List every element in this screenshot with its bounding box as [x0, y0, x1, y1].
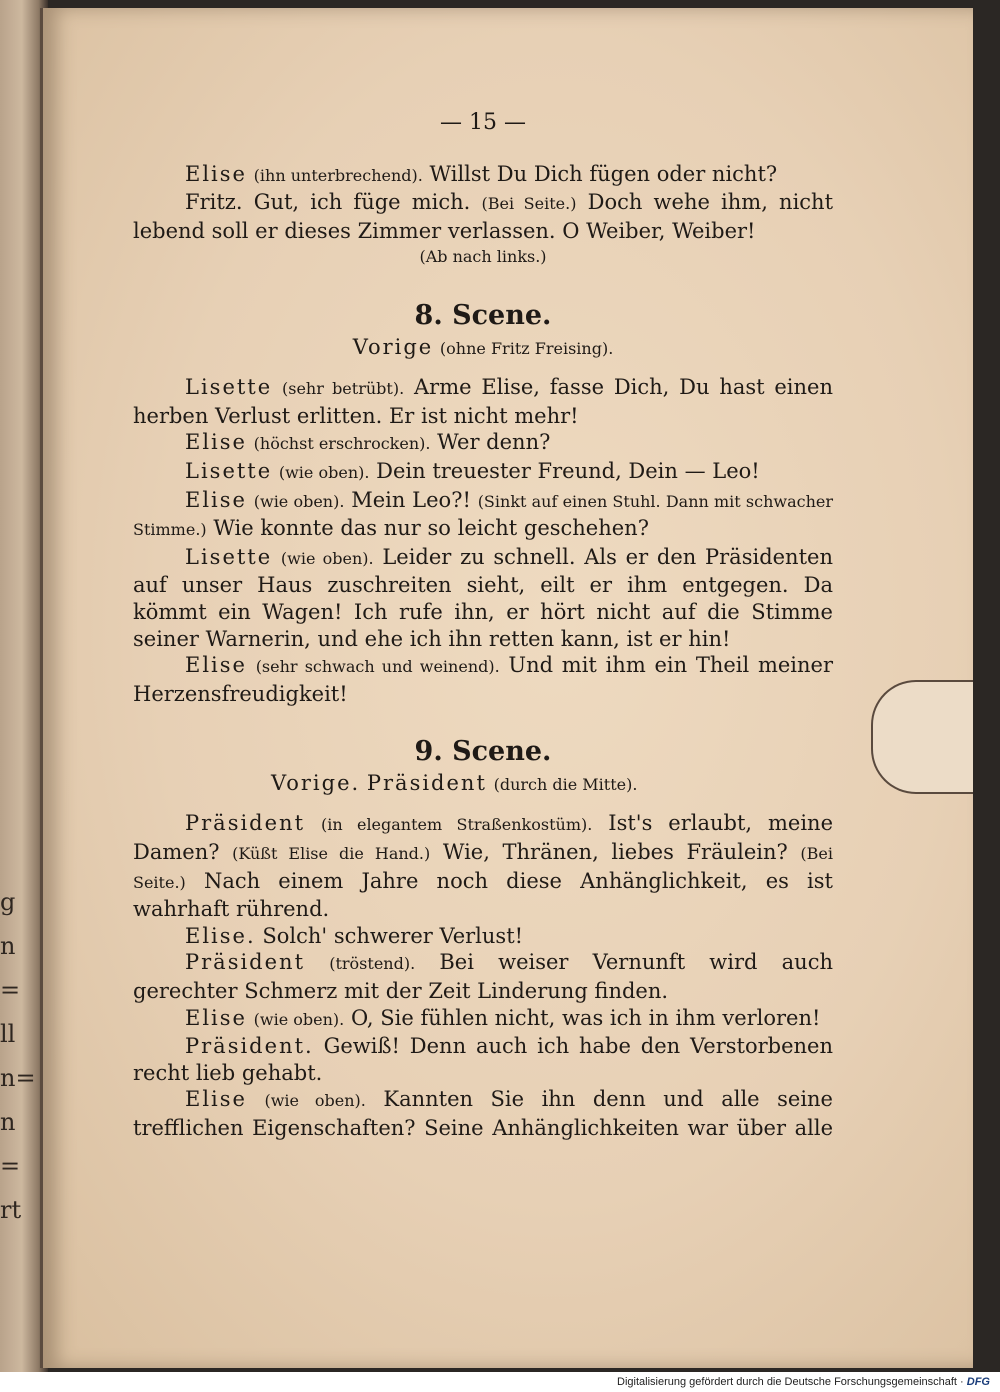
stage-direction: (wie oben).	[280, 548, 374, 568]
stage-direction: (Sinkt auf einen Stuhl. Dann mit schwacher Stimme.)	[133, 491, 833, 540]
speaker: Elise	[185, 430, 247, 455]
stage-direction: (höchst erschrocken).	[253, 434, 431, 454]
stage-direction: (sehr schwach und weinend).	[255, 657, 500, 677]
margin-fragment: =	[0, 1152, 21, 1180]
stage-direction: (ohne Fritz Freising).	[439, 338, 614, 358]
cast-label: Vorige.	[271, 770, 361, 795]
previous-page-fragments	[0, 880, 36, 1232]
footer-credit: Digitalisierung gefördert durch die Deutsche Forschungsgemeinschaft ·	[617, 1376, 964, 1388]
speaker: Präsident.	[185, 1034, 314, 1059]
cast-label: Präsident	[366, 770, 487, 795]
dialogue-line	[133, 1005, 833, 1034]
dialogue-line	[133, 949, 833, 1004]
stage-direction: (in elegantem Straßenkostüm).	[320, 815, 593, 835]
cast-label: Vorige	[352, 334, 434, 359]
stage-direction: (wie oben).	[253, 1009, 345, 1029]
spoken-text: Bei weiser Vernunft wird auch gerechter Schmerz mit der Zeit Linderung finden.	[133, 950, 833, 1004]
dialogue-line	[133, 652, 833, 707]
dialogue-line	[133, 544, 833, 652]
dialogue-line	[133, 429, 833, 458]
stage-direction: (wie oben).	[278, 462, 370, 482]
spoken-text: Arme Elise, fasse Dich, Du hast einen herben Verlust erlitten. Er ist nicht mehr!	[133, 375, 833, 428]
scene-cast	[133, 334, 833, 363]
spoken-text: Und mit ihm ein Theil meiner Herzensfreudigkeit!	[133, 653, 833, 706]
stage-direction: (ihn unterbrechend).	[253, 165, 423, 185]
spoken-text: Ist's erlaubt, meine Damen?	[133, 811, 833, 865]
stage-direction: (durch die Mitte).	[493, 774, 638, 794]
spoken-text: Kannten Sie ihn denn und alle seine trefflichen Eigenschaften? Seine Anhänglichkeiten war über alle	[133, 1087, 833, 1140]
speaker: Fritz.	[185, 190, 243, 215]
margin-fragment: rt	[0, 1196, 22, 1224]
speaker: Präsident	[185, 811, 306, 836]
page-number: — 15 —	[440, 110, 526, 135]
scene-heading: 9. Scene.	[414, 736, 552, 768]
spoken-text: Willst Du Dich fügen oder nicht?	[429, 161, 778, 186]
speaker: Elise	[185, 1005, 247, 1030]
dialogue-line	[133, 487, 833, 544]
spoken-text: Nach einem Jahre noch diese Anhänglichkeit, es ist wahrhaft rührend.	[133, 868, 833, 922]
stage-direction: (wie oben).	[253, 491, 345, 511]
page-text	[133, 110, 833, 1142]
speaker: Elise.	[185, 923, 256, 948]
spoken-text: Wie, Thränen, liebes Fräulein?	[442, 840, 788, 865]
speaker: Präsident	[185, 950, 306, 975]
stage-direction: (sehr betrübt).	[281, 379, 405, 399]
spoken-text: Doch wehe ihm, nicht lebend soll er dieses Zimmer verlassen. O Weiber, Weiber!	[133, 190, 834, 243]
spoken-text: Mein Leo?!	[351, 487, 471, 512]
dialogue-line	[133, 1086, 833, 1141]
speaker: Elise	[185, 161, 247, 186]
spoken-text: Wer denn?	[437, 430, 551, 455]
speaker: Elise	[185, 1087, 247, 1112]
stage-direction-exit: (Ab nach links.)	[419, 247, 547, 267]
margin-fragment: n=	[0, 1064, 36, 1092]
spoken-text: Gewiß! Denn auch ich habe den Verstorbenen recht lieb gehabt.	[133, 1034, 833, 1085]
speaker: Lisette	[185, 458, 273, 483]
spoken-text: Leider zu schnell. Als er den Präsidenten auf unser Haus zuschreiten sieht, eilt er ihm entgegen. Da kömmt ein Wagen! Ich rufe ihn, er hört nicht auf die Stimme seiner Warnerin, und ehe ich ihn retten kann, ist er hin!	[133, 544, 833, 651]
dialogue-line	[133, 189, 833, 244]
margin-fragment: g	[0, 888, 16, 916]
scene-heading: 8. Scene.	[414, 299, 552, 331]
stage-direction: (tröstend).	[329, 954, 416, 974]
dialogue-line	[133, 374, 833, 429]
speaker: Lisette	[185, 544, 273, 569]
dialogue-line	[133, 161, 833, 190]
speaker: Lisette	[185, 375, 273, 400]
stage-direction: (wie oben).	[264, 1091, 366, 1111]
spoken-text: Solch' schwerer Verlust!	[262, 923, 524, 948]
scene-cast	[133, 770, 833, 799]
spoken-text: Dein treuester Freund, Dein — Leo!	[376, 458, 760, 483]
stage-direction: (Bei Seite.)	[481, 194, 577, 214]
spoken-text: Wie konnte das nur so leicht geschehen?	[213, 516, 649, 541]
speaker: Elise	[185, 653, 247, 678]
page-clip	[871, 680, 973, 794]
dfg-logo: DFG	[966, 1376, 990, 1388]
spoken-text: O, Sie fühlen nicht, was ich in ihm verloren!	[350, 1005, 821, 1030]
dialogue-line	[133, 1033, 833, 1086]
stage-direction: (Küßt Elise die Hand.)	[232, 844, 431, 864]
dialogue-line	[133, 810, 833, 922]
margin-fragment: n	[0, 932, 16, 960]
margin-fragment: n	[0, 1108, 16, 1136]
spoken-text: Gut, ich füge mich.	[253, 190, 471, 215]
stage-direction: (Bei Seite.)	[133, 844, 833, 892]
speaker: Elise	[185, 487, 247, 512]
dialogue-line	[133, 458, 833, 487]
margin-fragment: ll	[0, 1020, 16, 1048]
digitization-footer	[0, 1372, 1000, 1392]
margin-fragment: =	[0, 976, 21, 1004]
dialogue-line	[133, 923, 833, 950]
